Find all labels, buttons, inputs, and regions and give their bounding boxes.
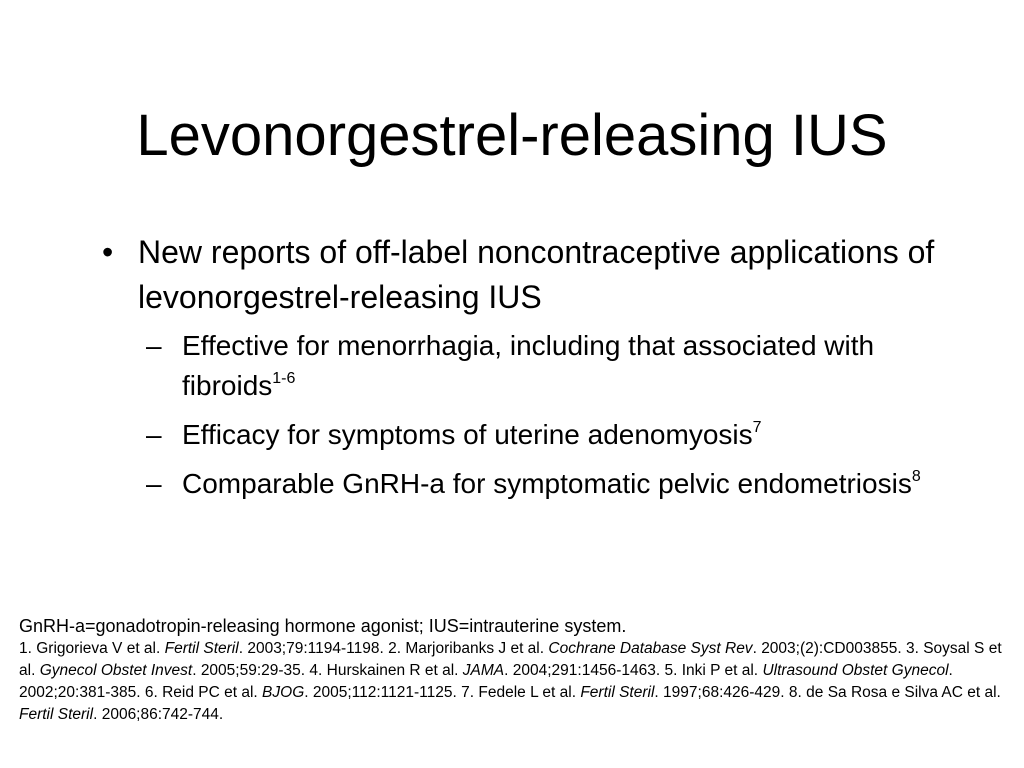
citation-superscript: 8 <box>911 468 921 485</box>
reference-number: 7. <box>461 684 475 701</box>
reference-journal: Fertil Steril <box>19 706 94 723</box>
reference-journal: Ultrasound Obstet Gynecol <box>762 662 949 679</box>
reference-number: 4. <box>309 662 323 679</box>
footnotes <box>19 614 1009 726</box>
reference-journal: BJOG <box>262 684 305 701</box>
sub-bullet-text: Effective for menorrhagia, including that associated with fibroids <box>182 330 875 401</box>
sub-bullet-text: Comparable GnRH-a for symptomatic pelvic endometriosis <box>182 468 912 499</box>
reference-authors: Fedele L et al. <box>478 684 577 701</box>
main-bullet <box>100 230 940 320</box>
reference-number: 3. <box>905 640 919 657</box>
sub-bullet-marker: – <box>146 468 162 499</box>
slide-title: Levonorgestrel-releasing IUS <box>136 103 888 168</box>
reference-details: 2004;291:1456-1463. <box>512 662 661 679</box>
reference: 8. de Sa Rosa e Silva AC et al. Fertil Steril. 2006;86:742-744. <box>19 684 1001 723</box>
reference-authors: Hurskainen R et al. <box>326 662 459 679</box>
reference-authors: de Sa Rosa e Silva AC et al. <box>806 684 1001 701</box>
citation-superscript: 7 <box>752 419 762 436</box>
reference-number: 6. <box>144 684 158 701</box>
reference-journal: JAMA <box>462 662 505 679</box>
reference: 7. Fedele L et al. Fertil Steril. 1997;68:426-429. <box>461 684 785 701</box>
reference: 4. Hurskainen R et al. JAMA. 2004;291:1456-1463. <box>309 662 661 679</box>
references <box>19 638 1009 726</box>
reference: 3. Soysal S et al. Gynecol Obstet Invest. 2005;59:29-35. <box>19 640 1002 679</box>
reference-number: 5. <box>664 662 678 679</box>
sub-bullet-marker: – <box>146 419 162 450</box>
reference-authors: Marjoribanks J et al. <box>405 640 545 657</box>
reference-journal: Fertil Steril <box>580 684 655 701</box>
reference: 1. Grigorieva V et al. Fertil Steril. 2003;79:1194-1198. <box>19 640 384 657</box>
main-bullet-text: New reports of off-label noncontraceptive applications of levonorgestrel-releasing IUS <box>138 234 935 315</box>
reference: 5. Inki P et al. Ultrasound Obstet Gynecol. 2002;20:381-385. <box>19 662 953 701</box>
reference-journal: Cochrane Database Syst Rev <box>548 640 753 657</box>
reference-authors: Inki P et al. <box>681 662 759 679</box>
reference-number: 1. <box>19 640 32 657</box>
sub-bullet-text: Efficacy for symptoms of uterine adenomyosis <box>182 419 753 450</box>
sub-bullet-marker: – <box>146 330 162 361</box>
bullet-list <box>100 230 940 513</box>
reference-details: 2006;86:742-744. <box>101 706 224 723</box>
bullet-marker: • <box>102 234 114 270</box>
reference: 2. Marjoribanks J et al. Cochrane Database Syst Rev. 2003;(2):CD003855. <box>388 640 902 657</box>
abbreviations-note: GnRH-a=gonadotropin-releasing hormone agonist; IUS=intrauterine system. <box>19 616 627 636</box>
sub-bullet <box>146 415 940 455</box>
sub-bullet <box>146 326 940 406</box>
reference-journal: Fertil Steril <box>164 640 239 657</box>
reference-details: 2003;79:1194-1198. <box>247 640 384 657</box>
reference-details: 2005;112:1121-1125. <box>312 684 457 701</box>
reference-number: 8. <box>788 684 802 701</box>
reference-details: 2005;59:29-35. <box>200 662 306 679</box>
reference-journal: Gynecol Obstet Invest <box>39 662 193 679</box>
reference-authors: Soysal S et al. <box>19 640 1002 679</box>
reference-authors: Grigorieva V et al. <box>36 640 161 657</box>
reference-authors: Reid PC et al. <box>162 684 258 701</box>
citation-superscript: 1-6 <box>272 370 296 387</box>
reference-details: 1997;68:426-429. <box>663 684 785 701</box>
reference: 6. Reid PC et al. BJOG. 2005;112:1121-1125. <box>144 684 457 701</box>
reference-number: 2. <box>388 640 402 657</box>
reference-details: 2002;20:381-385. <box>19 684 141 701</box>
sub-bullet-list <box>100 326 940 504</box>
sub-bullet <box>146 464 940 504</box>
reference-details: 2003;(2):CD003855. <box>761 640 902 657</box>
